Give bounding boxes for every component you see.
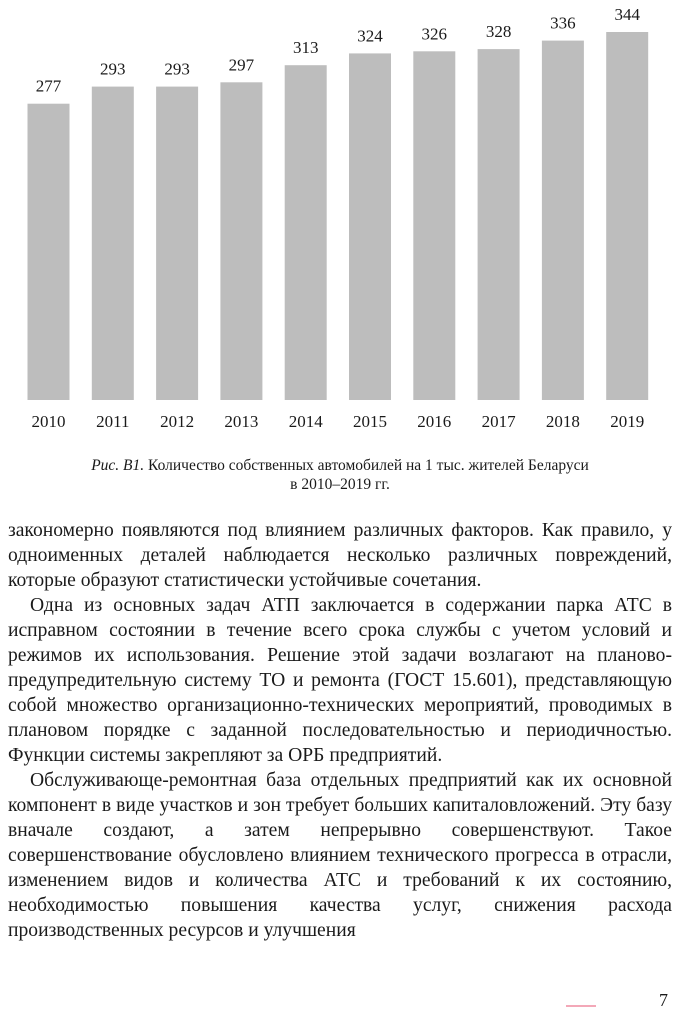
x-tick-label-2015: 2015 (353, 412, 387, 431)
bar-2014 (285, 65, 327, 400)
caption-text: Количество собственных автомобилей на 1 тыс. жителей Беларуси (144, 457, 589, 474)
page-number: 7 (659, 990, 668, 1010)
caption-text-line2: в 2010–2019 гг. (290, 476, 390, 493)
bar-2017 (478, 49, 520, 400)
data-label-2017: 328 (485, 22, 512, 42)
data-label-2013: 297 (228, 55, 255, 75)
bar-2019 (606, 32, 648, 400)
x-tick-label-2017: 2017 (481, 412, 516, 431)
data-label-2010: 277 (35, 76, 62, 96)
bar-2013 (220, 82, 262, 400)
paragraph-2: Одна из основных задач АТП заключается в содержании парка АТС в исправном состоянии в течение всего срока службы с учетом условий и режимов их использования. Решение этой задачи возлагают на планово-предупредительную систему ТО и ремонта (ГОСТ 15.601), представляющую собой множество организационно-технических мероприятий, проводимых в плановом порядке с заданной последовательностью и периодичностью. Функции системы закрепляют за ОРБ предприятий. (8, 595, 672, 766)
page-decoration (566, 1005, 596, 1007)
paragraph-3: Обслуживающе-ремонтная база отдельных предприятий как их основной компонент в виде участков и зон требует больших капиталовложений. Эту базу вначале создают, а затем непрерывно совершенствуют. Такое совершенствование обусловлено влиянием технического прогресса в отрасли, изменением видов и количества АТС и требований к их состоянию, необходимостью повышения качества услуг, снижения расхода производственных ресурсов и улучшения (8, 770, 672, 941)
bar-2012 (156, 87, 198, 400)
data-label-2011: 293 (100, 59, 126, 79)
data-label-2019: 344 (614, 5, 640, 24)
bar-chart (0, 0, 680, 440)
x-tick-label-2012: 2012 (160, 412, 195, 431)
data-label-2014: 313 (292, 38, 319, 58)
x-tick-label-2013: 2013 (224, 412, 259, 431)
x-tick-label-2016: 2016 (417, 412, 452, 431)
data-label-2016: 326 (421, 24, 448, 44)
bar-2015 (349, 53, 391, 400)
x-tick-label-2019: 2019 (610, 412, 645, 431)
bar-2018 (542, 41, 584, 400)
x-tick-label-2010: 2010 (31, 412, 66, 431)
bar-2016 (413, 51, 455, 400)
x-tick-label-2011: 2011 (96, 412, 130, 431)
bar-2011 (92, 87, 134, 400)
paragraph-1: закономерно появляются под влиянием различных факторов. Как правило, у одноименных деталей наблюдается несколько различных повреждений, которые образуют статистически устойчивые сочетания. (8, 520, 672, 591)
x-tick-label-2018: 2018 (545, 412, 580, 431)
figure-caption (0, 456, 680, 494)
x-tick-label-2014: 2014 (288, 412, 323, 431)
bar-2010 (28, 104, 70, 400)
caption-label: Рис. В1. (91, 457, 145, 474)
data-label-2012: 293 (164, 59, 190, 79)
data-label-2015: 324 (357, 26, 383, 46)
body-text (8, 518, 672, 943)
data-label-2018: 336 (550, 13, 576, 33)
